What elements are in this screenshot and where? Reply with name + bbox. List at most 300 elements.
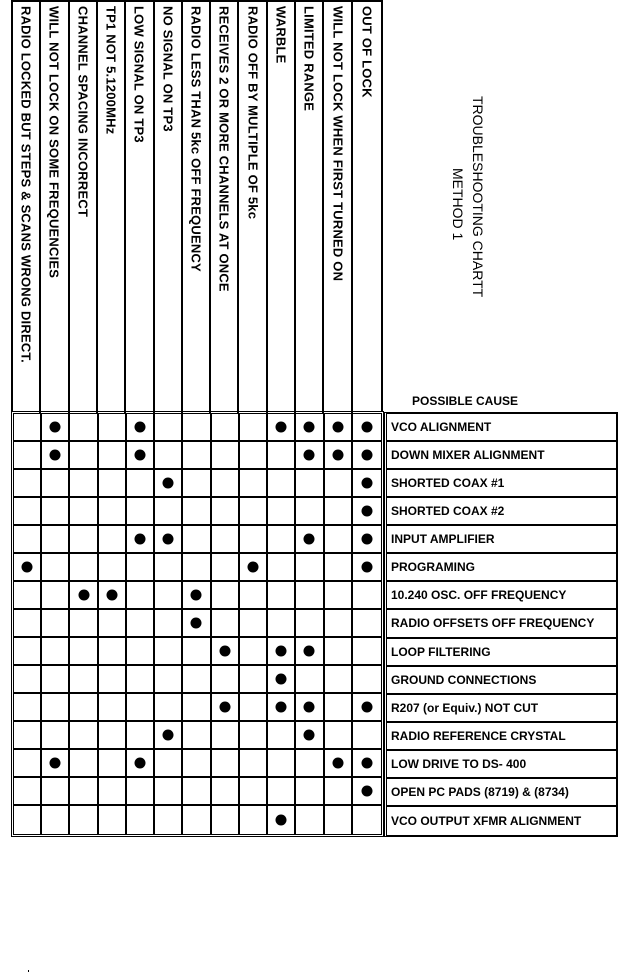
grid-cell [183, 750, 211, 776]
symptom-column-header [296, 2, 324, 413]
grid-cell [70, 806, 98, 834]
indicator-dot [276, 815, 287, 826]
grid-cell [212, 750, 240, 776]
symptom-label: LIMITED RANGE [301, 6, 317, 112]
cause-label: 10.240 OSC. OFF FREQUENCY [387, 582, 616, 610]
grid-row [14, 442, 381, 470]
grid-cell [127, 414, 155, 440]
symptom-column-header [70, 2, 98, 413]
grid-cell [127, 722, 155, 748]
grid-cell [183, 582, 211, 608]
symptom-label: WILL NOT LOCK ON SOME FREQUENCIES [46, 6, 62, 279]
indicator-dot [78, 590, 89, 601]
grid-cell [70, 694, 98, 720]
grid-cell [70, 582, 98, 608]
indicator-dot [332, 450, 343, 461]
grid-row [14, 694, 381, 722]
symptom-column-header [41, 2, 69, 413]
indicator-dot [50, 758, 61, 769]
grid-cell [99, 554, 127, 580]
indicator-dot [135, 534, 146, 545]
grid-cell [212, 694, 240, 720]
grid-cell [42, 638, 70, 664]
grid-cell [14, 442, 42, 468]
grid-cell [268, 666, 296, 692]
grid-cell [127, 610, 155, 636]
indicator-dot [219, 702, 230, 713]
grid-cell [212, 498, 240, 524]
grid-cell [42, 778, 70, 804]
cause-label: LOW DRIVE TO DS- 400 [387, 751, 616, 779]
grid-cell [325, 694, 353, 720]
grid-cell [268, 414, 296, 440]
grid-cell [183, 498, 211, 524]
indicator-dot [276, 646, 287, 657]
stray-mark [28, 970, 29, 972]
grid-cell [127, 442, 155, 468]
symptom-column-header [239, 2, 267, 413]
grid-cell [99, 414, 127, 440]
grid-cell [325, 722, 353, 748]
grid-cell [240, 610, 268, 636]
grid-cell [70, 722, 98, 748]
grid-cell [155, 806, 183, 834]
grid-cell [155, 554, 183, 580]
grid-cell [14, 610, 42, 636]
grid-cell [42, 666, 70, 692]
cause-label: PROGRAMING [387, 554, 616, 582]
grid-cell [240, 582, 268, 608]
indicator-dot [135, 422, 146, 433]
cause-label: DOWN MIXER ALIGNMENT [387, 442, 616, 470]
grid-cell [183, 470, 211, 496]
grid-cell [14, 666, 42, 692]
symptom-column-header [211, 2, 239, 413]
grid-cell [183, 638, 211, 664]
grid-cell [42, 582, 70, 608]
symptom-header [11, 0, 383, 411]
grid-cell [325, 470, 353, 496]
grid-cell [99, 750, 127, 776]
symptom-label: RADIO LOCKED BUT STEPS & SCANS WRONG DIRECT. [18, 6, 34, 363]
grid-cell [268, 442, 296, 468]
grid-cell [70, 442, 98, 468]
grid-cell [99, 498, 127, 524]
grid-cell [70, 778, 98, 804]
symptom-label: RADIO OFF BY MULTIPLE OF 5kc [245, 6, 261, 220]
grid-row [14, 414, 381, 442]
grid-cell [155, 778, 183, 804]
grid-row [14, 470, 381, 498]
grid-cell [212, 470, 240, 496]
grid-cell [70, 666, 98, 692]
grid-cell [14, 554, 42, 580]
grid-cell [212, 806, 240, 834]
grid-cell [296, 610, 324, 636]
grid-cell [240, 554, 268, 580]
symptom-label: TP1 NOT 5.1200MHz [103, 6, 119, 135]
grid-cell [99, 778, 127, 804]
grid-cell [42, 722, 70, 748]
indicator-dot [50, 422, 61, 433]
indicator-dot [276, 702, 287, 713]
symptom-column-header [155, 2, 183, 413]
symptom-column-header [324, 2, 352, 413]
grid-cell [127, 498, 155, 524]
cause-list [384, 412, 618, 837]
grid-cell [155, 722, 183, 748]
grid-cell [127, 470, 155, 496]
grid-cell [212, 414, 240, 440]
grid-cell [212, 778, 240, 804]
grid-cell [353, 554, 381, 580]
indicator-dot [304, 730, 315, 741]
grid-cell [14, 414, 42, 440]
symptom-label: RADIO LESS THAN 5kc OFF FREQUENCY [188, 6, 204, 272]
grid-cell [183, 694, 211, 720]
symptom-column-header [183, 2, 211, 413]
grid-cell [296, 498, 324, 524]
grid-cell [325, 498, 353, 524]
grid-cell [240, 442, 268, 468]
grid-cell [325, 666, 353, 692]
symptom-label: OUT OF LOCK [359, 6, 375, 98]
indicator-dot [135, 758, 146, 769]
grid-cell [70, 750, 98, 776]
grid-cell [268, 582, 296, 608]
grid-row [14, 526, 381, 554]
indicator-dot [304, 450, 315, 461]
symptom-label: WARBLE [273, 6, 289, 64]
indicator-dot [163, 730, 174, 741]
grid-cell [42, 470, 70, 496]
grid-cell [353, 722, 381, 748]
grid-cell [268, 526, 296, 552]
chart-title-block [442, 96, 490, 336]
cause-label: RADIO OFFSETS OFF FREQUENCY [387, 610, 616, 638]
symptom-label: WILL NOT LOCK WHEN FIRST TURNED ON [330, 6, 346, 282]
grid-row [14, 554, 381, 582]
grid-cell [325, 554, 353, 580]
grid-cell [42, 498, 70, 524]
grid-cell [42, 442, 70, 468]
grid-cell [14, 526, 42, 552]
indicator-dot [332, 422, 343, 433]
grid-cell [42, 806, 70, 834]
indicator-dot [332, 758, 343, 769]
grid-row [14, 778, 381, 806]
grid-cell [183, 526, 211, 552]
grid-row [14, 722, 381, 750]
grid-cell [296, 470, 324, 496]
grid-cell [353, 778, 381, 804]
grid-cell [296, 526, 324, 552]
indicator-dot [106, 590, 117, 601]
indicator-dot [361, 786, 372, 797]
grid-cell [268, 778, 296, 804]
grid-cell [268, 722, 296, 748]
indicator-dot [304, 646, 315, 657]
troubleshooting-grid [11, 411, 384, 837]
grid-cell [240, 414, 268, 440]
symptom-column-header [126, 2, 154, 413]
cause-label: GROUND CONNECTIONS [387, 667, 616, 695]
grid-cell [212, 638, 240, 664]
grid-cell [99, 526, 127, 552]
grid-cell [325, 750, 353, 776]
grid-cell [155, 610, 183, 636]
symptom-label: LOW SIGNAL ON TP3 [131, 6, 147, 143]
grid-cell [240, 806, 268, 834]
grid-cell [325, 638, 353, 664]
indicator-dot [361, 478, 372, 489]
grid-cell [70, 638, 98, 664]
grid-cell [240, 750, 268, 776]
grid-cell [268, 470, 296, 496]
grid-cell [268, 610, 296, 636]
grid-row [14, 638, 381, 666]
grid-cell [212, 526, 240, 552]
grid-cell [99, 722, 127, 748]
chart-title: TROUBLESHOOTING CHARTT [470, 96, 486, 298]
grid-cell [240, 666, 268, 692]
grid-row [14, 806, 381, 834]
symptom-column-header [353, 2, 381, 413]
grid-cell [325, 778, 353, 804]
grid-cell [155, 582, 183, 608]
indicator-dot [361, 534, 372, 545]
indicator-dot [135, 450, 146, 461]
indicator-dot [22, 562, 33, 573]
grid-cell [42, 526, 70, 552]
grid-cell [155, 666, 183, 692]
grid-cell [99, 442, 127, 468]
grid-cell [155, 414, 183, 440]
possible-cause-heading: POSSIBLE CAUSE [412, 394, 519, 408]
cause-label: LOOP FILTERING [387, 639, 616, 667]
indicator-dot [304, 422, 315, 433]
grid-row [14, 610, 381, 638]
grid-cell [268, 750, 296, 776]
grid-cell [99, 470, 127, 496]
grid-cell [155, 694, 183, 720]
grid-cell [296, 442, 324, 468]
grid-cell [99, 694, 127, 720]
grid-cell [296, 554, 324, 580]
grid-cell [296, 722, 324, 748]
grid-cell [296, 694, 324, 720]
grid-cell [296, 666, 324, 692]
indicator-dot [361, 758, 372, 769]
grid-cell [212, 582, 240, 608]
grid-cell [212, 554, 240, 580]
grid-cell [240, 694, 268, 720]
grid-cell [268, 694, 296, 720]
grid-cell [127, 582, 155, 608]
grid-cell [268, 498, 296, 524]
indicator-dot [361, 450, 372, 461]
grid-row [14, 666, 381, 694]
symptom-column-header [98, 2, 126, 413]
grid-cell [325, 414, 353, 440]
grid-cell [70, 526, 98, 552]
grid-row [14, 498, 381, 526]
grid-cell [127, 638, 155, 664]
grid-cell [183, 442, 211, 468]
grid-cell [14, 638, 42, 664]
indicator-dot [50, 450, 61, 461]
grid-cell [353, 638, 381, 664]
grid-cell [127, 694, 155, 720]
grid-cell [14, 750, 42, 776]
cause-label: SHORTED COAX #1 [387, 470, 616, 498]
symptom-column-header [13, 2, 41, 413]
grid-cell [212, 610, 240, 636]
indicator-dot [219, 646, 230, 657]
grid-cell [183, 414, 211, 440]
grid-cell [212, 722, 240, 748]
chart-subtitle: METHOD 1 [450, 168, 466, 241]
grid-cell [240, 722, 268, 748]
grid-cell [183, 778, 211, 804]
grid-cell [296, 638, 324, 664]
indicator-dot [247, 562, 258, 573]
cause-label: R207 (or Equiv.) NOT CUT [387, 695, 616, 723]
grid-cell [212, 442, 240, 468]
indicator-dot [304, 702, 315, 713]
grid-cell [99, 638, 127, 664]
grid-cell [296, 750, 324, 776]
grid-cell [70, 414, 98, 440]
grid-cell [42, 414, 70, 440]
grid-cell [127, 526, 155, 552]
grid-cell [42, 610, 70, 636]
grid-cell [353, 498, 381, 524]
cause-label: INPUT AMPLIFIER [387, 526, 616, 554]
grid-cell [70, 470, 98, 496]
cause-label: VCO ALIGNMENT [387, 414, 616, 442]
grid-cell [99, 610, 127, 636]
grid-cell [353, 694, 381, 720]
indicator-dot [361, 562, 372, 573]
grid-cell [127, 666, 155, 692]
grid-cell [42, 694, 70, 720]
grid-cell [155, 750, 183, 776]
indicator-dot [304, 534, 315, 545]
grid-cell [240, 778, 268, 804]
grid-cell [70, 498, 98, 524]
grid-cell [14, 778, 42, 804]
grid-cell [353, 442, 381, 468]
indicator-dot [361, 702, 372, 713]
grid-cell [127, 778, 155, 804]
grid-cell [296, 582, 324, 608]
grid-cell [325, 610, 353, 636]
grid-cell [99, 582, 127, 608]
grid-cell [70, 610, 98, 636]
indicator-dot [163, 478, 174, 489]
grid-cell [240, 498, 268, 524]
grid-cell [99, 806, 127, 834]
cause-label: RADIO REFERENCE CRYSTAL [387, 723, 616, 751]
grid-cell [353, 414, 381, 440]
symptom-label: RECEIVES 2 OR MORE CHANNELS AT ONCE [216, 6, 232, 292]
grid-cell [296, 414, 324, 440]
grid-cell [183, 610, 211, 636]
symptom-column-header [268, 2, 296, 413]
grid-cell [14, 498, 42, 524]
grid-cell [240, 638, 268, 664]
grid-cell [14, 806, 42, 834]
grid-cell [155, 442, 183, 468]
indicator-dot [163, 534, 174, 545]
grid-cell [325, 526, 353, 552]
grid-cell [353, 666, 381, 692]
grid-cell [183, 554, 211, 580]
grid-cell [268, 638, 296, 664]
grid-cell [183, 666, 211, 692]
grid-cell [325, 442, 353, 468]
cause-label: OPEN PC PADS (8719) & (8734) [387, 779, 616, 807]
grid-cell [14, 582, 42, 608]
grid-cell [325, 806, 353, 834]
grid-cell [325, 582, 353, 608]
cause-label: VCO OUTPUT XFMR ALIGNMENT [391, 813, 582, 828]
grid-cell [70, 554, 98, 580]
grid-cell [127, 806, 155, 834]
grid-cell [353, 610, 381, 636]
grid-cell [99, 666, 127, 692]
symptom-label: NO SIGNAL ON TP3 [160, 6, 176, 132]
grid-cell [155, 638, 183, 664]
grid-cell [127, 554, 155, 580]
cause-label: SHORTED COAX #2 [387, 498, 616, 526]
symptom-label: CHANNEL SPACING INCORRECT [75, 6, 91, 218]
grid-cell [183, 806, 211, 834]
grid-cell [14, 722, 42, 748]
grid-cell [268, 806, 296, 834]
indicator-dot [191, 590, 202, 601]
indicator-dot [361, 506, 372, 517]
grid-cell [155, 498, 183, 524]
grid-cell [353, 582, 381, 608]
indicator-dot [361, 422, 372, 433]
grid-cell [42, 750, 70, 776]
grid-cell [42, 554, 70, 580]
grid-cell [240, 526, 268, 552]
grid-cell [14, 470, 42, 496]
grid-cell [155, 470, 183, 496]
grid-cell [296, 778, 324, 804]
grid-cell [183, 722, 211, 748]
grid-cell [212, 666, 240, 692]
grid-cell [240, 470, 268, 496]
indicator-dot [276, 422, 287, 433]
grid-cell [296, 806, 324, 834]
grid-cell [14, 694, 42, 720]
indicator-dot [276, 674, 287, 685]
grid-cell [353, 806, 381, 834]
grid-cell [353, 750, 381, 776]
indicator-dot [191, 618, 202, 629]
grid-row [14, 750, 381, 778]
grid-row [14, 582, 381, 610]
grid-cell [268, 554, 296, 580]
grid-cell [155, 526, 183, 552]
grid-cell [353, 470, 381, 496]
grid-cell [127, 750, 155, 776]
grid-cell [353, 526, 381, 552]
